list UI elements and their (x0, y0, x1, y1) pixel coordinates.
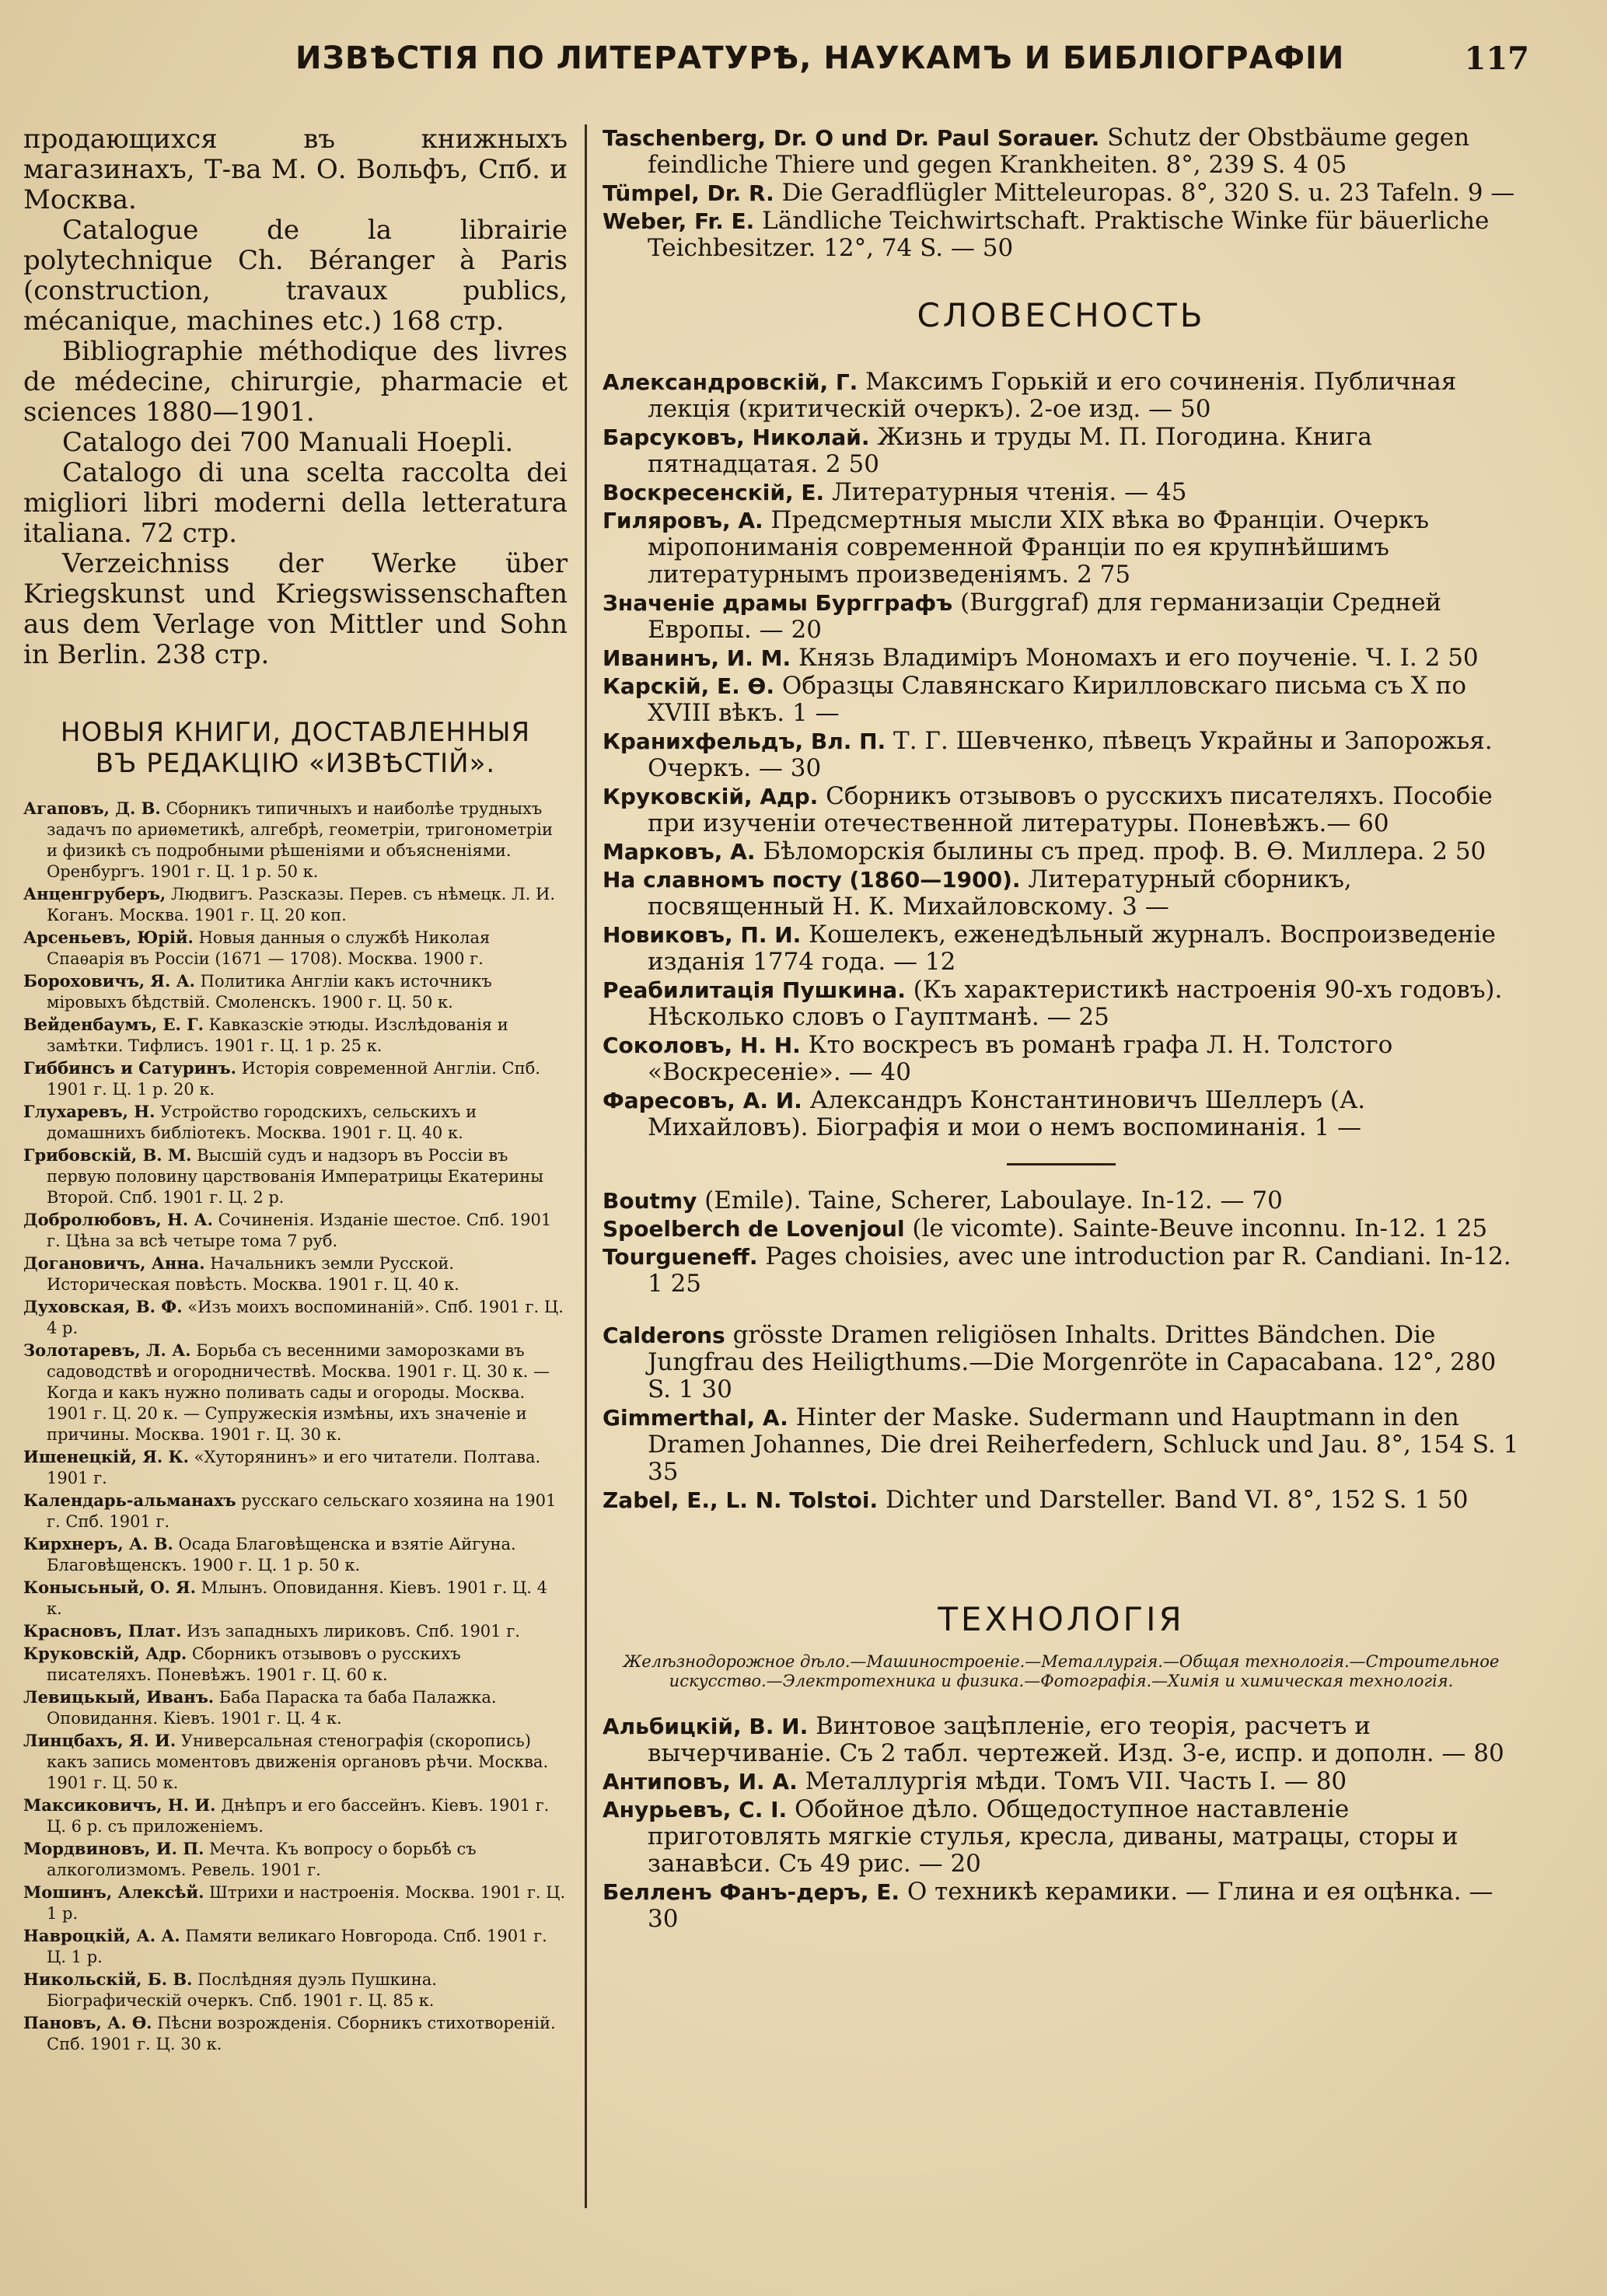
book-author: Догановичъ, Анна. (23, 1253, 205, 1273)
book-details: Образцы Славянскаго Кирилловскаго письма съ X по XVIII вѣкъ. 1 — (648, 672, 1466, 727)
book-author: Spoelberch de Lovenjoul (603, 1216, 905, 1242)
catalogue-item: Verzeichniss der Werke über Kriegskunst und Kriegswissenschaften aus dem Verlage von Mittler und Sohn in Berlin. 238 стр. (23, 548, 568, 670)
book-author: Агаповъ, Д. В. (23, 799, 161, 818)
book-entry (603, 1087, 1520, 1141)
book-author: Бороховичъ, Я. А. (23, 971, 195, 991)
book-author: Фаресовъ, А. И. (603, 1088, 802, 1113)
book-details: Кошелекъ, еженедѣльный журналъ. Воспроизведеніе изданія 1774 года. — 12 (648, 921, 1496, 976)
section-title-technology: ТЕХНОЛОГІЯ (938, 1600, 1185, 1638)
book-author: Boutmy (603, 1188, 697, 1214)
book-details: Памяти великаго Новгорода. Спб. 1901 г. Ц. 1 р. (47, 1927, 547, 1966)
book-details: Винтовое зацѣпленіе, его теорія, расчетъ и вычерчиваніе. Съ 2 табл. чертежей. Изд. 3-е, испр. и дополн. — 80 (648, 1712, 1504, 1767)
book-author: Гиббинсъ и Сатуринъ. (23, 1058, 236, 1078)
book-entry (23, 1620, 568, 1642)
catalogue-item: Bibliographie méthodique des livres de médecine, chirurgie, pharmacie et sciences 1880—1901. (23, 336, 568, 428)
book-entry (603, 921, 1520, 976)
book-author: Навроцкій, А. А. (23, 1926, 180, 1945)
book-entry (23, 1014, 568, 1057)
french-list (603, 1187, 1520, 1298)
book-details: Новыя данныя о службѣ Николая Спаѳарія въ Россіи (1671 — 1708). Москва. 1900 г. (47, 928, 491, 968)
book-entry (603, 1187, 1520, 1214)
page-header (257, 40, 1560, 95)
running-title: ИЗВѢСТІЯ ПО ЛИТЕРАТУРѢ, НАУКАМЪ И БИБЛІОГРАФІИ (295, 40, 1345, 76)
book-entry (603, 124, 1520, 179)
book-details: Сочиненія. Изданіе шестое. Спб. 1901 г. Цѣна за всѣ четыре тома 7 руб. (47, 1211, 552, 1250)
catalogue-item: Catalogue de la librairie polytechnique Ch. Béranger à Paris (construction, travaux publics, mécanique, machines etc.) 168 стр. (23, 215, 568, 337)
book-details: Штрихи и настроенія. Москва. 1901 г. Ц. 1 р. (47, 1883, 566, 1923)
book-author: Арсеньевъ, Юрій. (23, 928, 194, 947)
book-author: Круковскій, Адр. (23, 1644, 187, 1663)
book-details: Устройство городскихъ, сельскихъ и домашнихъ библіотекъ. Москва. 1901 г. Ц. 40 к. (47, 1103, 477, 1142)
book-details: Людвигъ. Разсказы. Перев. съ нѣмецк. Л. И. Коганъ. Москва. 1901 г. Ц. 20 коп. (47, 885, 556, 924)
slovesnost-list (603, 369, 1520, 1141)
book-entry (23, 2012, 568, 2055)
book-details: Ländliche Teichwirtschaft. Praktische Winke für bäuerliche Teichbesitzer. 12°, 74 S. — 50 (648, 207, 1490, 262)
book-entry (23, 1925, 568, 1968)
book-details: Сборникъ отзывовъ о русскихъ писателяхъ. Пособіе при изученіи отечественной литературы. Поневѣжъ.— 60 (648, 782, 1493, 837)
book-author: Gimmerthal, A. (603, 1405, 788, 1431)
technology-list (603, 1713, 1520, 1933)
book-entry (603, 838, 1520, 865)
column-divider (585, 124, 587, 2208)
book-details: Баба Параска та баба Палажка. Оповидання. Кіевъ. 1901 г. Ц. 4 к. (47, 1688, 497, 1728)
spacer (603, 1298, 1520, 1322)
book-entry (23, 1577, 568, 1620)
book-author: Реабилитація Пушкина. (603, 977, 906, 1003)
book-details: grösste Dramen religiösen Inhalts. Drittes Bändchen. Die Jungfrau des Heiligthums.—Die Morgenröte in Capacabana. 12°, 280 S. 1 30 (648, 1321, 1497, 1403)
book-author: Кранихфельдъ, Вл. П. (603, 729, 886, 754)
book-entry (23, 798, 568, 882)
book-author: Гиляровъ, А. (603, 508, 763, 533)
book-entry (603, 479, 1520, 506)
book-author: Красновъ, Плат. (23, 1621, 182, 1641)
book-author: Конысьный, О. Я. (23, 1578, 196, 1597)
catalogue-item: продающихся въ книжныхъ магазинахъ, Т-ва М. О. Вольфъ, Спб. и Москва. (23, 124, 568, 215)
book-author: Грибовскій, В. М. (23, 1145, 192, 1165)
german-list (603, 1322, 1520, 1514)
book-entry (23, 1533, 568, 1576)
book-details: Предсмертныя мысли XIX вѣка во Франціи. Очеркъ міропониманія современной Франціи по ея крупнѣйшимъ литературнымъ произведеніямъ. 2 75 (648, 506, 1429, 589)
book-author: Weber, Fr. E. (603, 208, 755, 234)
book-entry (603, 589, 1520, 644)
book-author: Левицькый, Иванъ. (23, 1687, 215, 1707)
top-book-list (603, 124, 1520, 262)
book-details: Dichter und Darsteller. Band VI. 8°, 152 S. 1 50 (878, 1486, 1469, 1514)
book-author: Глухаревъ, Н. (23, 1102, 155, 1121)
book-details: Литературныя чтенія. — 45 (824, 478, 1187, 506)
book-entry (23, 1795, 568, 1837)
book-details: Политика Англіи какъ источникъ міровыхъ бѣдствій. Смоленскъ. 1900 г. Ц. 50 к. (47, 972, 492, 1012)
book-entry (603, 1404, 1520, 1486)
book-details: Млынъ. Оповидання. Кіевъ. 1901 г. Ц. 4 к. (47, 1578, 548, 1618)
book-author: Максиковичъ, Н. И. (23, 1795, 216, 1815)
book-entry (23, 1838, 568, 1881)
book-author: Барсуковъ, Николай. (603, 425, 870, 450)
book-entry (23, 1969, 568, 2011)
book-author: Круковскій, Адр. (603, 784, 819, 809)
book-details: Т. Г. Шевченко, пѣвецъ Украйны и Запорожья. Очеркъ. — 30 (648, 727, 1493, 782)
technology-subjects: Желѣзнодорожное дѣло.—Машиностроеніе.—Металлургія.—Общая технологія.—Строительное искусство.—Электротехника и физика.—Фотографія.—Химія и химическая технологія. (623, 1652, 1500, 1690)
section-title-slovesnost: СЛОВЕСНОСТЬ (917, 296, 1206, 334)
book-details: Жизнь и труды М. П. Погодина. Книга пятнадцатая. 2 50 (648, 423, 1372, 478)
book-author: Александровскій, Г. (603, 369, 858, 395)
book-entry (23, 1253, 568, 1295)
book-author: Духовская, В. Ф. (23, 1297, 183, 1316)
book-author: Соколовъ, Н. Н. (603, 1033, 801, 1058)
book-author: Золотаревъ, Л. А. (23, 1340, 191, 1360)
book-details: Днѣпръ и его бассейнъ. Кіевъ. 1901 г. Ц. 6 р. съ приложеніемъ. (47, 1796, 550, 1836)
book-entry (603, 1768, 1520, 1795)
catalogue-item: Catalogo di una scelta raccolta dei migliori libri moderni della letteratura italiana. 72 стр. (23, 457, 568, 549)
heading-line: ВЪ РЕДАКЦІЮ «ИЗВѢСТІЙ». (95, 748, 496, 779)
book-details: Сборникъ типичныхъ и наиболѣе трудныхъ задачъ по ариѳметикѣ, алгебрѣ, геометріи, тригонометріи и физикѣ съ подробными рѣшеніями и объясненіями. Оренбургъ. 1901 г. Ц. 1 р. 50 к. (47, 799, 553, 881)
book-author: Альбицкій, В. И. (603, 1714, 809, 1739)
book-entry (603, 180, 1520, 207)
book-entry (603, 673, 1520, 727)
book-author: Никольскій, Б. В. (23, 1969, 193, 1989)
book-author: Иванинъ, И. М. (603, 645, 791, 671)
book-entry (23, 1686, 568, 1729)
book-author: Мордвиновъ, И. П. (23, 1839, 204, 1858)
book-entry (603, 783, 1520, 837)
book-details: «Изъ моихъ воспоминаній». Спб. 1901 г. Ц. 4 р. (47, 1298, 564, 1337)
left-column (23, 124, 568, 2056)
book-author: Zabel, E., L. N. Tolstoi. (603, 1487, 879, 1513)
book-author: Кирхнеръ, А. В. (23, 1534, 173, 1553)
book-entry (603, 866, 1520, 921)
new-books-list (23, 798, 568, 2055)
book-entry (603, 1878, 1520, 1933)
book-author: Антиповъ, И. А. (603, 1769, 798, 1795)
book-entry (603, 728, 1520, 782)
section-rule (1007, 1163, 1116, 1165)
book-entry (23, 1730, 568, 1794)
book-author: Анурьевъ, С. І. (603, 1797, 788, 1822)
book-entry (603, 977, 1520, 1031)
book-author: Tümpel, Dr. R. (603, 180, 774, 206)
book-author: На славномъ посту (1860—1900). (603, 867, 1021, 893)
book-details: Начальникъ земли Русской. Историческая повѣсть. Москва. 1901 г. Ц. 40 к. (47, 1254, 459, 1294)
book-author: Ишенецкій, Я. К. (23, 1447, 189, 1466)
book-details: Высшій судъ и надзоръ въ Россіи въ первую половину царствованія Императрицы Екатерины Второй. Спб. 1901 г. Ц. 2 р. (47, 1146, 543, 1207)
book-entry (603, 208, 1520, 262)
book-entry (23, 883, 568, 926)
book-details: Бѣломорскія былины съ пред. проф. В. Ө. Миллера. 2 50 (755, 837, 1486, 865)
book-details: Послѣдняя дуэль Пушкина. Біографическій очеркъ. Спб. 1901 г. Ц. 85 к. (47, 1970, 437, 2010)
page-number: 117 (1464, 40, 1529, 77)
book-entry (603, 1713, 1520, 1767)
book-author: Пановъ, А. Ө. (23, 2013, 152, 2032)
book-entry (23, 1340, 568, 1445)
book-author: Анценгруберъ, (23, 884, 166, 903)
catalogue-list (23, 124, 568, 670)
book-details: Die Geradflügler Mitteleuropas. 8°, 320 S. u. 23 Tafeln. 9 — (774, 179, 1515, 207)
book-entry (23, 1101, 568, 1144)
book-entry (603, 1796, 1520, 1878)
book-details: (Emile). Taine, Scherer, Laboulaye. In-12. — 70 (697, 1186, 1283, 1214)
book-entry (23, 970, 568, 1013)
book-author: Марковъ, А. (603, 839, 756, 865)
book-details: Pages choisies, avec une introduction par R. Candiani. In-12. 1 25 (648, 1242, 1511, 1298)
book-details: русскаго сельскаго хозяина на 1901 г. Спб. 1901 г. (47, 1491, 557, 1531)
book-details: Мечта. Къ вопросу о борьбѣ съ алкоголизмомъ. Ревель. 1901 г. (47, 1840, 477, 1879)
book-author: Мошинъ, Алексѣй. (23, 1882, 204, 1902)
book-entry (603, 1032, 1520, 1086)
book-details: Пѣсни возрожденія. Сборникъ стихотвореній. Спб. 1901 г. Ц. 30 к. (47, 2014, 556, 2053)
book-details: Осада Благовѣщенска и взятіе Айгуна. Благовѣщенскъ. 1900 г. Ц. 1 р. 50 к. (47, 1535, 516, 1574)
book-details: Обойное дѣло. Общедоступное наставленіе приготовлять мягкіе стулья, кресла, диваны, матрацы, сторы и занавѣси. Съ 49 рис. — 20 (648, 1795, 1459, 1878)
book-details: (le vicomte). Sainte-Beuve inconnu. In-12. 1 25 (904, 1214, 1488, 1242)
book-details: (Burggraf) для германизаціи Средней Европы. — 20 (648, 589, 1442, 644)
book-entry (23, 1296, 568, 1339)
book-details: (Къ характеристикѣ настроенія 90-хъ годовъ). Нѣсколько словъ о Гауптманѣ. — 25 (648, 976, 1503, 1031)
book-entry (603, 645, 1520, 672)
book-author: Вейденбаумъ, Е. Г. (23, 1015, 204, 1034)
book-author: Карскій, Е. Ө. (603, 673, 774, 699)
book-entry (23, 1145, 568, 1208)
book-entry (603, 369, 1520, 423)
book-entry (23, 927, 568, 970)
book-entry (603, 424, 1520, 478)
book-details: «Хуторянинъ» и его читатели. Полтава. 1901 г. (47, 1448, 541, 1487)
book-details: Максимъ Горькій и его сочиненія. Публичная лекція (критическій очеркъ). 2-ое изд. — 50 (648, 368, 1457, 423)
book-entry (23, 1490, 568, 1532)
book-details: Сборникъ отзывовъ о русскихъ писателяхъ. Поневѣжъ. 1901 г. Ц. 60 к. (47, 1644, 461, 1684)
right-column (603, 124, 1520, 1934)
book-entry (603, 507, 1520, 589)
book-details: Александръ Константиновичъ Шеллеръ (А. Михайловъ). Біографія и мои о немъ воспоминанія. 1 — (648, 1086, 1366, 1141)
book-entry (23, 1209, 568, 1252)
book-entry (603, 1322, 1520, 1403)
book-details: Schutz der Obstbäume gegen feindliche Thiere und gegen Krankheiten. 8°, 239 S. 4 05 (648, 124, 1470, 179)
book-author: Воскресенскій, Е. (603, 480, 825, 505)
book-details: Литературный сборникъ, посвященный Н. К. Михайловскому. 3 — (648, 865, 1352, 921)
book-entry (603, 1243, 1520, 1298)
catalogue-item: Catalogo dei 700 Manuali Hoepli. (62, 427, 514, 458)
book-entry (23, 1057, 568, 1100)
book-details: Кавказскіе этюды. Изслѣдованія и замѣтки. Тифлисъ. 1901 г. Ц. 1 р. 25 к. (47, 1015, 508, 1055)
book-author: Calderons (603, 1323, 725, 1348)
book-details: Hinter der Maske. Sudermann und Hauptmann in den Dramen Johannes, Die drei Reiherfedern, Schluck und Jau. 8°, 154 S. 1 35 (648, 1403, 1519, 1486)
book-details: Универсальная стенографія (скоропись) какъ запись моментовъ движенія органовъ рѣчи. Москва. 1901 г. Ц. 50 к. (47, 1732, 549, 1792)
book-author: Новиковъ, П. И. (603, 922, 802, 948)
book-details: Князь Владиміръ Мономахъ и его поученіе. Ч. I. 2 50 (791, 644, 1479, 672)
book-entry (23, 1446, 568, 1489)
book-details: Кто воскресъ въ романѣ графа Л. Н. Толстого «Воскресеніе». — 40 (648, 1031, 1393, 1086)
book-author: Значеніе драмы Бургграфъ (603, 590, 953, 616)
book-author: Календарь-альманахъ (23, 1490, 236, 1510)
book-details: Металлургія мѣди. Томъ VII. Часть I. — 80 (797, 1767, 1347, 1795)
book-author: Tourgueneff. (603, 1244, 758, 1270)
book-entry (603, 1487, 1520, 1514)
new-books-heading (23, 717, 568, 779)
book-entry (23, 1882, 568, 1924)
book-details: Изъ западныхъ лириковъ. Спб. 1901 г. (181, 1622, 520, 1641)
spacer (603, 1515, 1520, 1600)
heading-line: НОВЫЯ КНИГИ, ДОСТАВЛЕННЫЯ (60, 717, 531, 748)
book-details: Борьба съ весенними заморозками въ садоводствѣ и огородничествѣ. Москва. 1901 г. Ц. 30 к. — Когда и какъ нужно поливать сады и огороды. Москва. 1901 г. Ц. 20 к. — Супружескія измѣны, ихъ значеніе и причины. Москва. 1901 г. Ц. 30 к. (47, 1341, 550, 1444)
book-details: О техникѣ керамики. — Глина и ея оцѣнка. — 30 (648, 1878, 1493, 1933)
book-author: Белленъ Фанъ-деръ, Е. (603, 1879, 900, 1905)
book-author: Добролюбовъ, Н. А. (23, 1210, 213, 1229)
book-entry (23, 1643, 568, 1686)
book-entry (603, 1215, 1520, 1242)
book-author: Taschenberg, Dr. O und Dr. Paul Sorauer. (603, 125, 1100, 151)
book-details: Исторія современной Англіи. Спб. 1901 г. Ц. 1 р. 20 к. (47, 1059, 540, 1099)
book-author: Линцбахъ, Я. И. (23, 1731, 176, 1750)
